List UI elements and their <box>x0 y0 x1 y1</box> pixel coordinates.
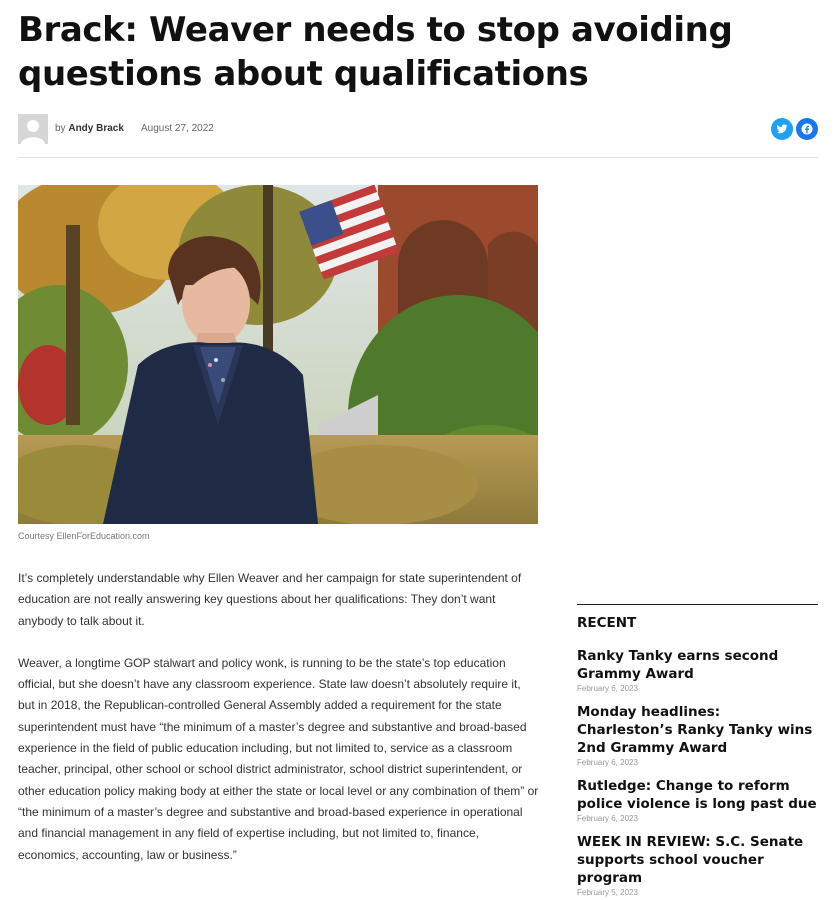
recent-post-link[interactable]: Monday headlines: Charleston’s Ranky Tanky wins 2nd Grammy Award <box>577 704 813 756</box>
author-link[interactable]: Andy Brack <box>68 123 124 134</box>
recent-sidebar <box>577 604 818 900</box>
twitter-share-button[interactable] <box>771 118 793 140</box>
publish-date: August 27, 2022 <box>141 123 214 134</box>
recent-post-link[interactable]: Rutledge: Change to reform police violence is long past due <box>577 778 817 812</box>
recent-post-date: February 5, 2023 <box>577 888 638 897</box>
list-item <box>577 647 818 693</box>
list-item <box>577 777 818 823</box>
byline <box>18 114 818 144</box>
sidebar-divider <box>577 604 818 605</box>
by-prefix: by <box>55 123 66 134</box>
sidebar-heading: RECENT <box>577 615 637 631</box>
list-item <box>577 703 818 767</box>
recent-list <box>577 647 818 897</box>
share-buttons <box>771 118 818 140</box>
author-avatar[interactable] <box>18 114 48 144</box>
list-item <box>577 833 818 897</box>
article-paragraph: Weaver, a longtime GOP stalwart and policy wonk, is running to be the state’s top education official, but she doesn’t have any classroom experience. State law doesn’t absolutely require it, but in 2018, the Republican-controlled General Assembly added a requirement for the state superintendent must have “the minimum of a master’s degree and substantive and broad-based experience in the field of public education including, but not limited to, service as a classroom teacher, principal, other school or school district administrator, school district superintendent, or other education policy making body at either the state or local level or any combination of them” or “the minimum of a master’s degree and substantive and broad-based experience in operational and financial management in any field of expertise including, but not limited to, finance, economics, accounting, law or business.” <box>18 655 539 862</box>
article-title: Brack: Weaver needs to stop avoiding questions about qualifications <box>18 10 733 94</box>
twitter-icon <box>776 123 788 135</box>
recent-post-link[interactable]: Ranky Tanky earns second Grammy Award <box>577 648 779 682</box>
byline-text <box>55 123 124 134</box>
facebook-share-button[interactable] <box>796 118 818 140</box>
photo-caption: Courtesy EllenForEducation.com <box>18 531 150 541</box>
recent-post-date: February 6, 2023 <box>577 684 638 693</box>
header-divider <box>18 157 818 158</box>
recent-post-date: February 6, 2023 <box>577 758 638 767</box>
recent-post-date: February 6, 2023 <box>577 814 638 823</box>
article-paragraph: It’s completely understandable why Ellen Weaver and her campaign for state superintendent of education are not really answering key questions about her qualifications: They don’t want anybody to talk about it. <box>18 571 522 628</box>
recent-post-link[interactable]: WEEK IN REVIEW: S.C. Senate supports school voucher program <box>577 834 804 886</box>
article-body <box>18 568 540 887</box>
facebook-icon <box>801 123 813 135</box>
article-photo <box>18 185 538 524</box>
